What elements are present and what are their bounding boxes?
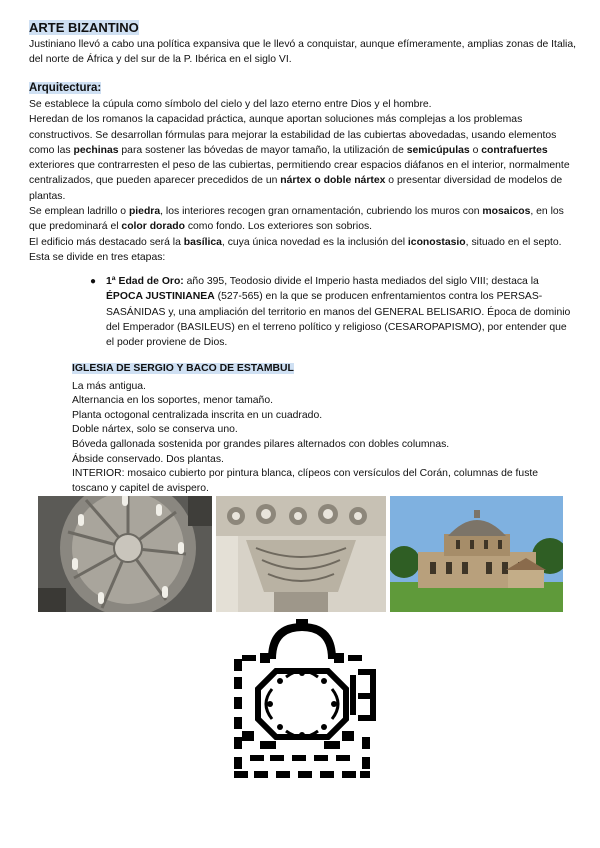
bullet-icon: ● — [90, 276, 97, 287]
capital-photo — [216, 496, 386, 612]
arquitectura-body — [29, 97, 577, 265]
intro-paragraph: Justiniano llevó a cabo una política expansiva que le llevó a conquistar, aunque efímeramente, amplias zonas de Italia, del norte de África y del sur de la P. Ibérica en el siglo VI. — [29, 39, 577, 66]
church-line: Ábside conservado. Dos plantas. — [72, 453, 224, 465]
page-title: ARTE BIZANTINO — [29, 20, 139, 35]
arq-paragraph-4: El edificio más destacado será la basílica, cuya única novedad es la inclusión del iconostasio, situado en el septo. — [29, 236, 562, 248]
church-line: Bóveda gallonada sostenida por grandes pilares alternados con dobles columnas. — [72, 438, 450, 450]
arq-paragraph-5: Esta se divide en tres etapas: — [29, 251, 166, 263]
arq-paragraph-2: Heredan de los romanos la capacidad práctica, aunque aportan soluciones más complejas a los problemas constructivos. Se desarrollan fórmulas para mejorar la estabilidad de las cubiertas abovedadas, usando elementos como las pechinas para sostener las bóvedas de mayor tamaño, la utilización de semicúpulas o contrafuertes exteriores que contrarresten el peso de las cubiertas, permitiendo crear espacios diáfanos en el interior, normalmente centralizados, que pueden aparecer precedidos de un nártex o doble nártex o presentar diversidad de modelos de plantas. — [29, 114, 570, 202]
arq-paragraph-1: Se establece la cúpula como símbolo del cielo y del lazo eterno entre Dios y el hombre. — [29, 99, 432, 110]
church-exterior-photo — [390, 496, 563, 612]
church-line: La más antigua. — [72, 380, 146, 392]
church-line: Doble nártex, solo se conserva uno. — [72, 424, 238, 436]
church-line: Alternancia en los soportes, menor tamaño. — [72, 395, 273, 407]
dome-interior-photo — [38, 496, 212, 612]
floor-plan-diagram — [230, 619, 380, 781]
list-item-edad-de-oro: ● 1ª Edad de Oro: año 395, Teodosio divide el Imperio hasta mediados del siglo VIII; destaca la ÉPOCA JUSTINIANEA (527-565) en la que se producen enfrentamientos contra los PERSAS-SASÁNIDAS y, una ampliación del territorio en manos del GENERAL BELISARIO. Época de dominio del Emperador (BASILEUS) en el terreno político y religioso (CESAROPAPISMO), por entender que el poder proviene de Dios. — [90, 276, 571, 349]
section-heading-arquitectura: Arquitectura: — [29, 82, 102, 94]
church-line: INTERIOR: mosaico cubierto por pintura blanca, clípeos con versículos del Corán, columnas de fuste toscano y capitel de avispero. — [72, 468, 539, 494]
arq-paragraph-3: Se emplean ladrillo o piedra, los interiores recogen gran ornamentación, cubriendo los muros con mosaicos, en los que predominará el color dorado como fondo. Los exteriores son sobrios. — [29, 206, 564, 233]
church-heading: IGLESIA DE SERGIO Y BACO DE ESTAMBUL — [72, 363, 294, 374]
church-line: Planta octogonal centralizada inscrita en un cuadrado. — [72, 409, 323, 421]
church-section — [72, 362, 572, 496]
